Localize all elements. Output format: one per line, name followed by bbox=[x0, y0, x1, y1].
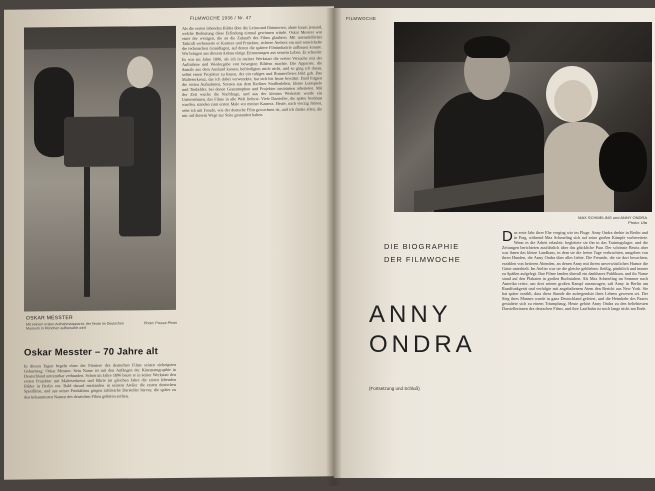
photo-caption-label: OSKAR MESSTER bbox=[26, 315, 73, 322]
right-page bbox=[334, 8, 655, 478]
left-page bbox=[4, 6, 334, 479]
messter-photo bbox=[24, 26, 176, 312]
page-header: FILMWOCHE 1936 / Nr. 47 bbox=[190, 15, 252, 21]
article-column-1: In diesen Tagen begeht einer der Pioniere des deutschen Films seinen siebzigsten Geburtstag: Oskar Messter. Sein Name ist mit den Anfängen der Kinematographie in Deutschland untrennbar verbunden. Schon im Jahre 1896 baute er in seiner Werkstatt den ersten Projektor mit Malteserkreuz und führte im gleichen Jahre die ersten lebenden Bilder in Berlin vor. Bald darauf entstanden in seinem Atelier die ersten deutschen Spielfilme, und aus seiner Produktion gingen zahlreiche Darsteller hervor, die später zu den bekanntesten Namen des deutschen Films gehören sollten. bbox=[24, 361, 176, 400]
biography-title-line-2: DER FILMWOCHE bbox=[384, 255, 461, 264]
man-hair bbox=[464, 36, 510, 58]
woman-face bbox=[554, 80, 592, 122]
figure-head bbox=[127, 56, 153, 88]
biography-column bbox=[502, 230, 648, 474]
drop-cap: D bbox=[502, 230, 513, 245]
article-column-2: Als die ersten lebenden Bilder über die Leinwand flimmerten, ahnte kaum jemand, welche Bedeutung diese Erfindung einmal gewinnen würde. Oskar Messter war einer der wenigen, die an die Zukunft des Films glaubten. Mit unermüdlicher Tatkraft verbesserte er Kamera und Projektor, richtete Ateliers ein und entwickelte die technischen Grundlagen, auf denen die spätere Filmindustrie aufbauen konnte. Wir bringen aus diesem Anlass einige Erinnerungen aus seinem Leben. Er schreibt: Es war im Jahre 1896, als ich in meiner Werkstatt die ersten Versuche mit der Aufnahme und Wiedergabe von bewegten Bildern machte. Die Apparate, die damals aus dem Ausland kamen, befriedigten mich nicht, und so ging ich daran, selbst einen Projektor zu bauen, der ein ruhiges und flimmerfreies Bild gab. Das Malteserkreuz, das ich dabei verwendete, hat sich bis heute bewährt. Bald folgten die ersten Aufnahmen, Szenen aus dem Berliner Straßenleben, kleine Lustspiele und Tonbilder, bei denen Grammophon und Projektor zusammen arbeiteten. Mit der Zeit wuchs die Nachfrage, und aus der kleinen Werkstatt wurde ein Unternehmen, das Filme in alle Welt lieferte. Viele Darsteller, die später berühmt wurden, standen zum ersten Male vor meiner Kamera. Heute, nach vierzig Jahren, sehe ich mit Freude, wie der deutsche Film gewachsen ist, und ich danke allen, die mir auf diesem Wege zur Seite gestanden haben. bbox=[182, 24, 322, 118]
photo-caption-names: MAX SCHMELING und ANNY ONDRA bbox=[578, 215, 647, 220]
camera-stand bbox=[84, 167, 90, 297]
photo-caption-sub: Photo: Ufa bbox=[628, 220, 647, 225]
magazine-spread bbox=[0, 8, 655, 486]
subject-name bbox=[369, 300, 489, 360]
biography-title bbox=[384, 240, 494, 266]
page-header: FILMWOCHE bbox=[346, 16, 377, 21]
subject-name-line-1: ANNY bbox=[369, 301, 452, 328]
photo-caption bbox=[578, 215, 647, 225]
biography-text: as erste Jahr ihrer Ehe verging wie im Fluge. Anny Ondra drehte in Berlin und in Prag, während Max Schmeling sich auf seine großen Kämpfe vorbereitete. Wenn es die Arbeit erlaubte, begleitete sie ihn in das Trainingslager, und die Zeitungen berichteten ausführlich über das glückliche Paar. Der schönste Besitz aber war ihnen das kleine Landhaus, in dem sie die freien Tage verbrachten, umgeben von ihren Hunden, die Anny Ondra über alles liebte. Die Freunde, die sie dort besuchten, erzählen von heiteren Abenden, an denen Anny mit ihrem unverwüstlichen Humor die Gäste unterhielt. Im Atelier war sie die gleiche geblieben: fleißig, pünktlich und immer zu Späßen aufgelegt. Ihre Filme fanden überall ein dankbares Publikum, und ihr Name stand auf den Plakaten in großen Buchstaben. Als Max Schmeling im Sommer nach Amerika reiste, um dort seinen großen Kampf auszutragen, saß Anny in Berlin am Rundfunkgerät und verfolgte mit angehaltenem Atem den Bericht aus New York. Sie hat später erzählt, dass diese Stunde die aufregendste ihres Lebens gewesen sei. Der Sieg ihres Mannes wurde in ganz Deutschland gefeiert, und die Heimkehr des Paares gestaltete sich zu einem Triumphzug. Heute gehört Anny Ondra zu den beliebtesten Darstellerinnen des deutschen Films, und ihre Laufbahn ist noch lange nicht am Ende. bbox=[502, 230, 648, 312]
subject-name-line-2: ONDRA bbox=[369, 331, 476, 358]
photo-caption-text: Mit seinem ersten Aufnahmeapparat, der heute im Deutschen Museum in München aufbewahrt wird bbox=[26, 321, 124, 331]
article-headline: Oskar Messter – 70 Jahre alt bbox=[24, 346, 158, 359]
camera-apparatus bbox=[64, 116, 134, 167]
binding-gutter bbox=[326, 8, 342, 486]
photo-credit: Photo: Presse-Photo bbox=[144, 320, 178, 326]
biography-title-line-1: DIE BIOGRAPHIE bbox=[384, 242, 460, 251]
dog bbox=[599, 132, 647, 192]
photo-backdrop bbox=[394, 22, 652, 62]
couple-photo bbox=[394, 22, 652, 212]
continuation-note: (Fortsetzung und Schluß) bbox=[369, 386, 420, 391]
shelf-background bbox=[24, 26, 176, 50]
